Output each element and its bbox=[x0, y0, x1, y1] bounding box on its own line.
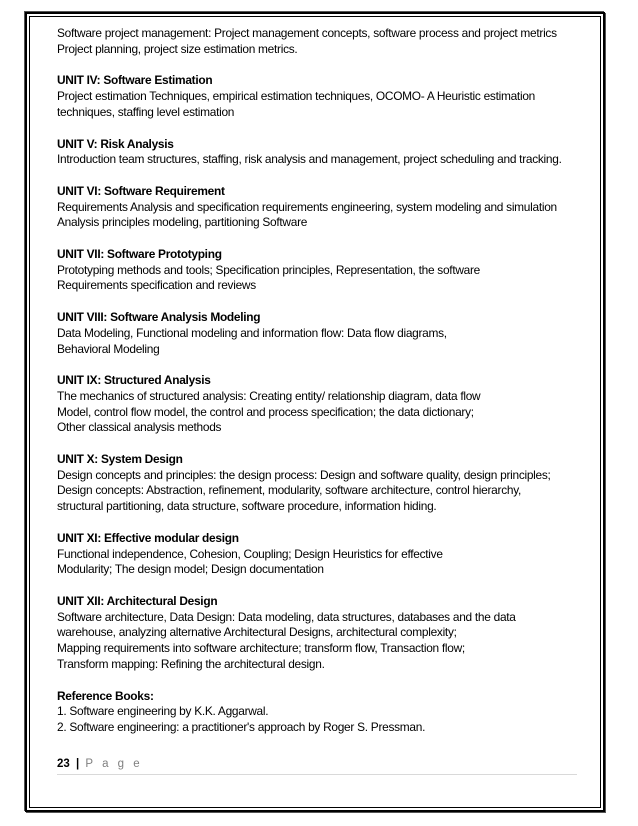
reference-books-section bbox=[57, 689, 587, 736]
unit-line: warehouse, analyzing alternative Architectural Designs, architectural complexity; bbox=[57, 625, 457, 640]
unit-heading: UNIT V: Risk Analysis bbox=[57, 136, 174, 151]
unit-line: Introduction team structures, staffing, risk analysis and management, project scheduling and tracking. bbox=[57, 152, 562, 167]
page-number: 23 bbox=[57, 758, 70, 770]
unit-section-vi bbox=[57, 184, 587, 231]
unit-section-ix bbox=[57, 373, 587, 436]
unit-line: Other classical analysis methods bbox=[57, 420, 222, 435]
unit-heading: UNIT VII: Software Prototyping bbox=[57, 247, 222, 262]
reference-item: 2. Software engineering: a practitioner's approach by Roger S. Pressman. bbox=[57, 719, 426, 734]
unit-line: Data Modeling, Functional modeling and information flow: Data flow diagrams, bbox=[57, 325, 447, 340]
unit-line: Requirements specification and reviews bbox=[57, 278, 256, 293]
unit-heading: UNIT VIII: Software Analysis Modeling bbox=[57, 310, 261, 325]
unit-line: Design concepts: Abstraction, refinement, modularity, software architecture, control hierarchy, bbox=[57, 483, 521, 498]
unit-line: Project estimation Techniques, empirical estimation techniques, OCOMO- A Heuristic estimation bbox=[57, 89, 535, 104]
footer-rule bbox=[57, 774, 577, 775]
unit-section-x bbox=[57, 452, 587, 515]
unit-section-viii bbox=[57, 310, 587, 357]
unit-section-xi bbox=[57, 531, 587, 578]
unit-line: Model, control flow model, the control and process specification; the data dictionary; bbox=[57, 404, 474, 419]
unit-line: Design concepts and principles: the design process: Design and software quality, design principles; bbox=[57, 467, 551, 482]
unit-section-xii bbox=[57, 594, 587, 673]
unit-line: Modularity; The design model; Design documentation bbox=[57, 562, 324, 577]
unit-line: Requirements Analysis and specification requirements engineering, system modeling and simulation bbox=[57, 199, 557, 214]
unit-line: Behavioral Modeling bbox=[57, 341, 160, 356]
intro-line: Project planning, project size estimation metrics. bbox=[57, 41, 298, 56]
unit-section-v bbox=[57, 137, 587, 168]
unit-heading: UNIT IX: Structured Analysis bbox=[57, 373, 211, 388]
unit-line: techniques, staffing level estimation bbox=[57, 104, 235, 119]
page-footer bbox=[57, 758, 143, 770]
references-heading: Reference Books: bbox=[57, 688, 154, 703]
unit-line: Analysis principles modeling, partitioning Software bbox=[57, 215, 308, 230]
unit-heading: UNIT XII: Architectural Design bbox=[57, 593, 218, 608]
document-body bbox=[57, 26, 587, 736]
intro-section bbox=[57, 26, 587, 57]
intro-line: Software project management: Project management concepts, software process and project metrics bbox=[57, 26, 557, 40]
unit-line: Functional independence, Cohesion, Coupling; Design Heuristics for effective bbox=[57, 546, 443, 561]
unit-heading: UNIT IV: Software Estimation bbox=[57, 73, 213, 88]
reference-item: 1. Software engineering by K.K. Aggarwal. bbox=[57, 704, 269, 719]
unit-section-vii bbox=[57, 247, 587, 294]
footer-separator: | bbox=[76, 758, 80, 770]
unit-line: The mechanics of structured analysis: Creating entity/ relationship diagram, data flow bbox=[57, 388, 481, 403]
page-label: P a g e bbox=[85, 758, 143, 770]
unit-section-iv bbox=[57, 73, 587, 120]
unit-line: Prototyping methods and tools; Specification principles, Representation, the software bbox=[57, 262, 481, 277]
unit-heading: UNIT X: System Design bbox=[57, 452, 183, 467]
unit-heading: UNIT XI: Effective modular design bbox=[57, 530, 239, 545]
unit-line: structural partitioning, data structure, software procedure, information hiding. bbox=[57, 499, 437, 514]
unit-heading: UNIT VI: Software Requirement bbox=[57, 183, 225, 198]
unit-line: Transform mapping: Refining the architectural design. bbox=[57, 656, 325, 671]
unit-line: Mapping requirements into software architecture; transform flow, Transaction flow; bbox=[57, 641, 465, 656]
unit-line: Software architecture, Data Design: Data modeling, data structures, databases and the data bbox=[57, 609, 516, 624]
